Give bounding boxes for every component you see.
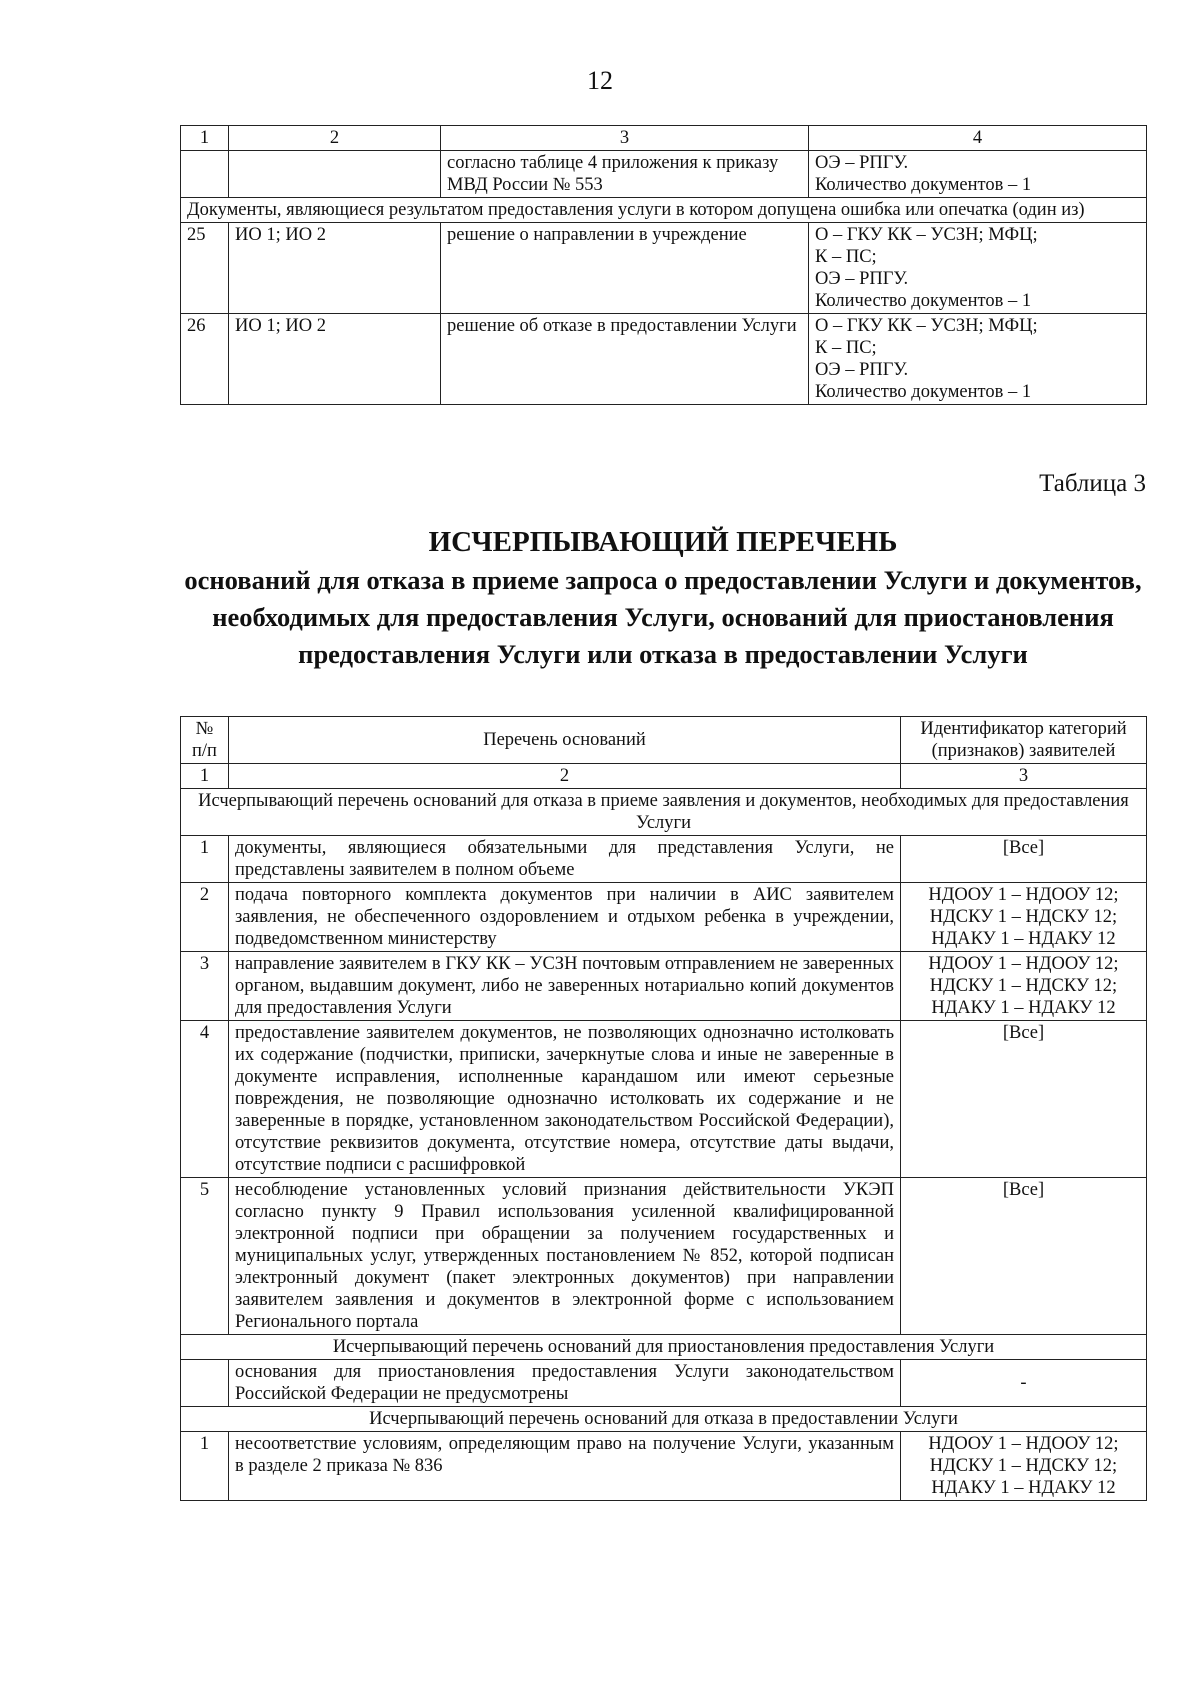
identifier-cell: НДООУ 1 – НДООУ 12; НДСКУ 1 – НДСКУ 12; НДАКУ 1 – НДАКУ 12	[901, 1432, 1147, 1501]
heading-title: ИСЧЕРПЫВАЮЩИЙ ПЕРЕЧЕНЬ	[428, 526, 898, 558]
row-number: 1	[181, 836, 229, 883]
row-number: 5	[181, 1178, 229, 1335]
page-number: 12	[587, 66, 613, 95]
row-number	[181, 1360, 229, 1407]
row-number: 4	[181, 1021, 229, 1178]
table-row	[181, 1432, 1147, 1501]
identifier-cell: НДООУ 1 – НДООУ 12; НДСКУ 1 – НДСКУ 12; НДАКУ 1 – НДАКУ 12	[901, 883, 1147, 952]
table-row	[181, 314, 1147, 405]
section-row	[181, 198, 1147, 223]
section-heading	[180, 522, 1146, 673]
identifier-cell: НДООУ 1 – НДООУ 12; НДСКУ 1 – НДСКУ 12; НДАКУ 1 – НДАКУ 12	[901, 952, 1147, 1021]
grounds-text: подача повторного комплекта документов при наличии в АИС заявителем заявления, не обеспеченного оздоровлением и отдыхом ребенка в учреждении, подведомственном министерству	[229, 883, 901, 952]
table-row	[181, 1178, 1147, 1335]
table-row	[181, 952, 1147, 1021]
table-row	[181, 836, 1147, 883]
identifier-cell: -	[901, 1360, 1147, 1407]
identifier-cell: [Все]	[901, 836, 1147, 883]
row-number: 26	[181, 314, 229, 405]
method-cell: О – ГКУ КК – УСЗН; МФЦ; К – ПС; ОЭ – РПГУ. Количество документов – 1	[809, 314, 1147, 405]
grounds-text: документы, являющиеся обязательными для представления Услуги, не представлены заявителем в полном объеме	[229, 836, 901, 883]
method-cell: ОЭ – РПГУ. Количество документов – 1	[809, 151, 1147, 198]
header-number: № п/п	[181, 717, 229, 764]
row-number: 1	[181, 1432, 229, 1501]
grounds-text: несоблюдение установленных условий признания действительности УКЭП согласно пункту 9 Правил использования усиленной квалифицированной электронной подписи при обращении за получением государственных и муниципальных услуг, утвержденных постановлением № 852, которой подписан электронный документ (пакет электронных документов) при направлении заявителем заявления и документов в электронной форме с использованием Регионального портала	[229, 1178, 901, 1335]
grounds-text: основания для приостановления предоставления Услуги законодательством Российской Федерации не предусмотрены	[229, 1360, 901, 1407]
section-row	[181, 1335, 1147, 1360]
index-cell: 2	[229, 764, 901, 789]
section-row	[181, 1407, 1147, 1432]
section-title: Исчерпывающий перечень оснований для приостановления предоставления Услуги	[181, 1335, 1147, 1360]
table-row	[181, 1360, 1147, 1407]
header-cell: 4	[809, 126, 1147, 151]
applicant-id-cell	[229, 151, 441, 198]
section-title: Исчерпывающий перечень оснований для отказа в приеме заявления и документов, необходимых для предоставления Услуги	[181, 789, 1147, 836]
document-cell: согласно таблице 4 приложения к приказу МВД России № 553	[441, 151, 809, 198]
section-title: Документы, являющиеся результатом предоставления услуги в котором допущена ошибка или опечатка (один из)	[181, 198, 1147, 223]
grounds-text: направление заявителем в ГКУ КК – УСЗН почтовым отправлением не заверенных органом, выдавшим документ, либо не заверенных нотариально копий документов для предоставления Услуги	[229, 952, 901, 1021]
identifier-cell: [Все]	[901, 1021, 1147, 1178]
table-row	[181, 1021, 1147, 1178]
index-row	[181, 764, 1147, 789]
row-number	[181, 151, 229, 198]
applicant-id-cell: ИО 1; ИО 2	[229, 314, 441, 405]
grounds-text: предоставление заявителем документов, не позволяющих однозначно истолковать их содержание (подчистки, приписки, зачеркнутые слова и иные не заверенные в документе исправления, исполненные карандашом или имеют серьезные повреждения, не позволяющие однозначно истолковать их содержание и не заверенные в порядке, установленном законодательством Российской Федерации), отсутствие реквизитов документа, отсутствие номера, отсутствие даты выдачи, отсутствие подписи с расшифровкой	[229, 1021, 901, 1178]
document-cell: решение об отказе в предоставлении Услуги	[441, 314, 809, 405]
header-grounds: Перечень оснований	[229, 717, 901, 764]
row-number: 2	[181, 883, 229, 952]
applicant-id-cell: ИО 1; ИО 2	[229, 223, 441, 314]
method-cell: О – ГКУ КК – УСЗН; МФЦ; К – ПС; ОЭ – РПГУ. Количество документов – 1	[809, 223, 1147, 314]
section-title: Исчерпывающий перечень оснований для отказа в предоставлении Услуги	[181, 1407, 1147, 1432]
table-label: Таблица 3	[1039, 470, 1146, 497]
table-row	[181, 151, 1147, 198]
heading-subtitle: оснований для отказа в приеме запроса о предоставлении Услуги и документов, необходимых для предоставления Услуги, оснований для приостановления предоставления Услуги или отказа в предоставлении Услуги	[184, 565, 1142, 669]
header-cell: 3	[441, 126, 809, 151]
grounds-text: несоответствие условиям, определяющим право на получение Услуги, указанным в разделе 2 приказа № 836	[229, 1432, 901, 1501]
table-row	[181, 223, 1147, 314]
row-number: 3	[181, 952, 229, 1021]
table-header-row	[181, 126, 1147, 151]
table-row	[181, 883, 1147, 952]
section-row	[181, 789, 1147, 836]
index-cell: 1	[181, 764, 229, 789]
row-number: 25	[181, 223, 229, 314]
index-cell: 3	[901, 764, 1147, 789]
table-continuation	[180, 125, 1147, 405]
table-header-row	[181, 717, 1147, 764]
header-cell: 1	[181, 126, 229, 151]
grounds-table	[180, 716, 1147, 1501]
header-identifier: Идентификатор категорий (признаков) заявителей	[901, 717, 1147, 764]
document-cell: решение о направлении в учреждение	[441, 223, 809, 314]
identifier-cell: [Все]	[901, 1178, 1147, 1335]
header-cell: 2	[229, 126, 441, 151]
